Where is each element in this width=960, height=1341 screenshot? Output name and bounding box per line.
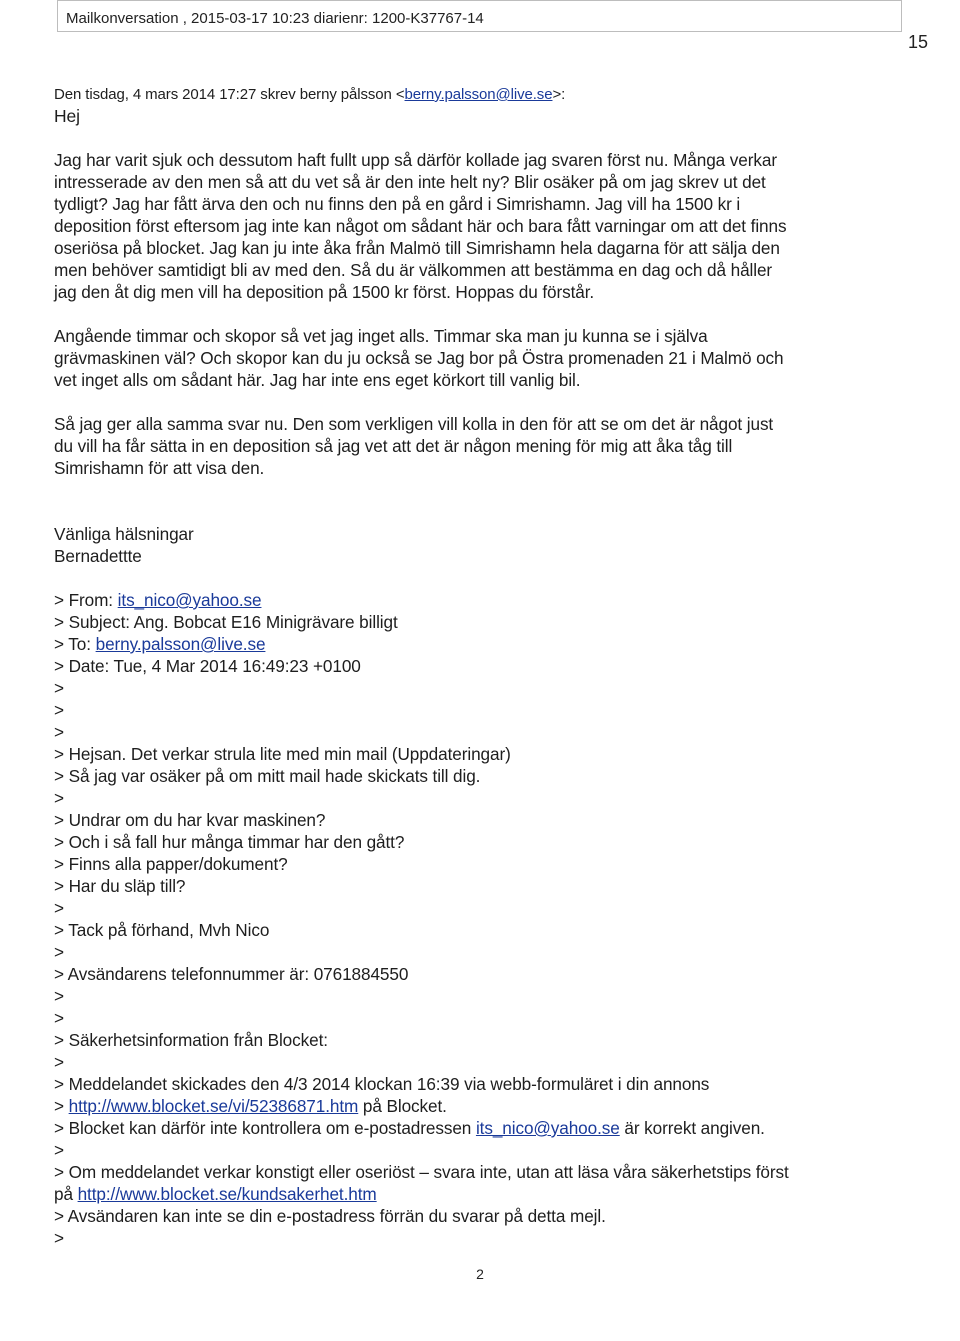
quoted-from: > From: its_nico@yahoo.se [54, 590, 262, 610]
quoted-line: > Avsändaren kan inte se din e-postadress förrän du svarar på detta mejl. [54, 1206, 606, 1226]
quoted-ad-line: > http://www.blocket.se/vi/52386871.htm på Blocket. [54, 1096, 447, 1116]
quote-marker: > [54, 986, 64, 1006]
quote-marker: > [54, 788, 64, 808]
quoted-phone: > Avsändarens telefonnummer är: 0761884550 [54, 964, 409, 984]
quoted-to: > To: berny.palsson@live.se [54, 634, 266, 654]
signature [54, 523, 904, 567]
greeting: Hej [54, 106, 80, 126]
paragraph-line: men behöver samtidigt bli av med den. Så du är välkommen att bestämma en dag och då håller [54, 260, 773, 280]
quoted-line: > Har du släp till? [54, 876, 186, 896]
document-header [57, 0, 902, 32]
safety-tips-link[interactable]: http://www.blocket.se/kundsakerhet.htm [77, 1184, 377, 1204]
quoted-message [54, 589, 904, 1249]
intro-prefix: Den tisdag, 4 mars 2014 17:27 skrev berny pålsson < [54, 86, 405, 103]
quoted-line: > Och i så fall hur många timmar har den gått? [54, 832, 405, 852]
signature-name: Bernadettte [54, 546, 142, 566]
quoted-line: > Om meddelandet verkar konstigt eller oseriöst – svara inte, utan att läsa våra säkerhetstips först [54, 1162, 789, 1182]
intro-suffix: >: [552, 86, 566, 103]
quoted-security-heading: > Säkerhetsinformation från Blocket: [54, 1030, 328, 1050]
reply-intro [54, 85, 904, 105]
quote-marker: > [54, 1008, 64, 1028]
intro-email-link[interactable]: berny.palsson@live.se [404, 86, 553, 103]
quoted-date: > Date: Tue, 4 Mar 2014 16:49:23 +0100 [54, 656, 361, 676]
paragraph-line: vet inget alls om sådant här. Jag har inte ens eget körkort till vanlig bil. [54, 370, 581, 390]
quote-marker: > [54, 678, 64, 698]
quoted-line: > Så jag var osäker på om mitt mail hade skickats till dig. [54, 766, 481, 786]
verify-email-link[interactable]: its_nico@yahoo.se [475, 1118, 620, 1138]
paragraph-line: du vill ha får sätta in en deposition så jag vet att det är någon mening för mig att åka tåg till [54, 436, 733, 456]
quoted-verify-line: > Blocket kan därför inte kontrollera om e-postadressen its_nico@yahoo.se är korrekt angiven. [54, 1118, 765, 1138]
quoted-line: > Finns alla papper/dokument? [54, 854, 288, 874]
paragraph-line: Jag har varit sjuk och dessutom haft fullt upp så därför kollade jag svaren först nu. Många verkar [54, 150, 777, 170]
paragraph-1 [54, 149, 904, 303]
email-body [54, 85, 904, 1249]
quote-marker: > [54, 898, 64, 918]
quoted-line: > Hejsan. Det verkar strula lite med min mail (Uppdateringar) [54, 744, 511, 764]
quoted-line: > Tack på förhand, Mvh Nico [54, 920, 270, 940]
paragraph-2 [54, 325, 904, 391]
quote-marker: > [54, 722, 64, 742]
quoted-line: > Undrar om du har kvar maskinen? [54, 810, 326, 830]
paragraph-line: deposition först eftersom jag inte kan något om sådant här och bara fått varningar om att det finns [54, 216, 787, 236]
signature-closing: Vänliga hälsningar [54, 524, 194, 544]
footer-page-number: 2 [476, 1266, 484, 1282]
quote-marker: > [54, 1052, 64, 1072]
from-email-link[interactable]: its_nico@yahoo.se [117, 590, 262, 610]
paragraph-line: intresserade av den men så att du vet så är den inte helt ny? Blir osäker på om jag skrev ut det [54, 172, 766, 192]
paragraph-line: grävmaskinen väl? Och skopor kan du ju också se Jag bor på Östra promenaden 21 i Malmö och [54, 348, 784, 368]
quote-marker: > [54, 1140, 64, 1160]
quote-marker: > [54, 700, 64, 720]
paragraph-line: Simrishamn för att visa den. [54, 458, 265, 478]
paragraph-line: jag den åt dig men vill ha deposition på 1500 kr först. Hoppas du förstår. [54, 282, 595, 302]
to-email-link[interactable]: berny.palsson@live.se [95, 634, 266, 654]
header-title: Mailkonversation , 2015-03-17 10:23 diarienr: 1200-K37767-14 [66, 10, 484, 27]
quote-marker: > [54, 1228, 64, 1248]
quoted-subject: > Subject: Ang. Bobcat E16 Minigrävare billigt [54, 612, 398, 632]
paragraph-3 [54, 413, 904, 479]
paragraph-line: Angående timmar och skopor så vet jag inget alls. Timmar ska man ju kunna se i själva [54, 326, 708, 346]
quoted-line: > Meddelandet skickades den 4/3 2014 klockan 16:39 via webb-formuläret i din annons [54, 1074, 710, 1094]
paragraph-line: oseriösa på blocket. Jag kan ju inte åka från Malmö till Simrishamn hela dagarna för att sälja den [54, 238, 780, 258]
paragraph-line: tydligt? Jag har fått ärva den och nu finns den på en gård i Simrishamn. Jag vill ha 1500 kr i [54, 194, 741, 214]
ad-link[interactable]: http://www.blocket.se/vi/52386871.htm [68, 1096, 359, 1116]
quote-marker: > [54, 942, 64, 962]
paragraph-line: Så jag ger alla samma svar nu. Den som verkligen vill kolla in den för att se om det är något just [54, 414, 774, 434]
quoted-tips-line: på http://www.blocket.se/kundsakerhet.htm [54, 1184, 377, 1204]
page-number: 15 [907, 32, 928, 52]
